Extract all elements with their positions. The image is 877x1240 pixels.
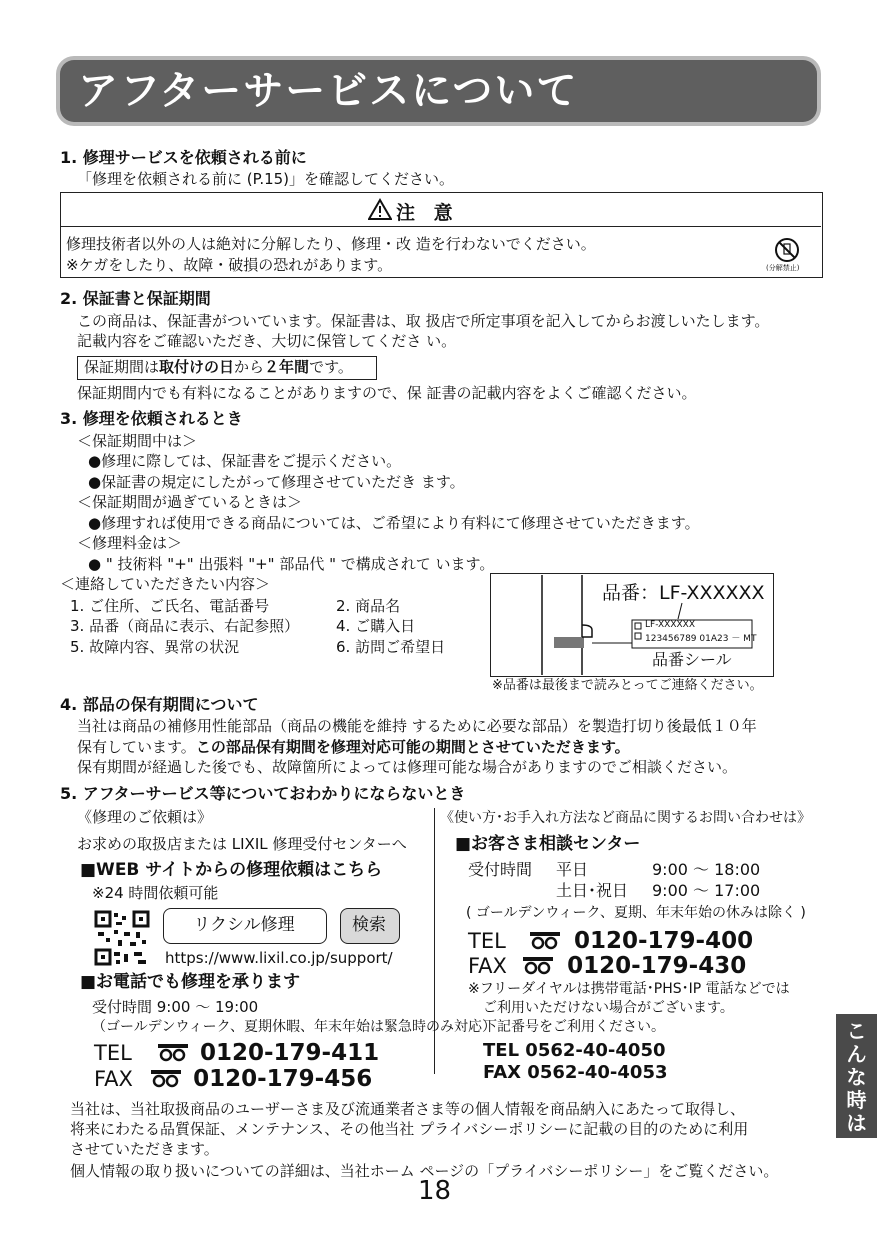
customer-center-heading: ■お客さま相談センター (455, 834, 641, 854)
section-5-heading: 5. アフターサービス等についておわかりにならないとき (60, 784, 466, 803)
search-input-text: リクシル修理 (193, 915, 295, 935)
contact-item: 5. 故障内容、異常の状況 (70, 638, 240, 656)
tel-label: TEL (468, 929, 506, 953)
repair-tel-row (94, 1040, 379, 1066)
privacy-line-3: させていただきます。 (70, 1140, 219, 1158)
contact-item: 1. ご住所、ご氏名、電話番号 (70, 597, 270, 615)
section-3-line-3: ●保証書の規定にしたがって修理させていただき ます。 (88, 473, 465, 491)
free-dial-note-3: 下記番号をご利用ください。 (483, 1019, 665, 1035)
privacy-line-1: 当社は、当社取扱商品のユーザーさま及び流通業者さま等の個人情報を商品納入にあたって取得し、 (70, 1100, 746, 1118)
weekday-hours: 9:00 ～ 18:00 (652, 860, 761, 879)
section-4-line-1: 当社は商品の補修用性能部品（商品の機能を維持 するために必要な部品）を製造打切り後最低１０年 (77, 717, 757, 735)
center-tel-row (468, 928, 753, 954)
repair-fax-number[interactable]: 0120-179-456 (193, 1066, 373, 1092)
section-4-line-2: 保有しています。この部品保有期間を修理対応可能の期間とさせていただきます。 (77, 738, 630, 756)
section-4-line-3: 保有期間が経過した後でも、故障箇所によっては修理可能な場合がありますのでご相談ください。 (77, 758, 738, 776)
no-disassembly-label: (分解禁止) (766, 264, 800, 272)
repair-hours: 受付時間 9:00 ～ 19:00 (92, 998, 259, 1016)
fax-label: FAX (94, 1067, 133, 1091)
search-button-label: 検索 (352, 915, 386, 935)
repair-fax-row (94, 1066, 372, 1092)
caution-title: 注 意 (396, 202, 459, 224)
section-3-line-6: ＜修理料金は＞ (77, 534, 183, 552)
tel-label: TEL (94, 1041, 132, 1065)
center-tel-number[interactable]: 0120-179-400 (573, 928, 754, 954)
qr-code-icon (94, 910, 150, 966)
holiday-label: 土日･祝日 (556, 881, 629, 900)
section-3-line-4: ＜保証期間が過ぎているときは＞ (77, 493, 303, 511)
page-number: 18 (418, 1176, 452, 1206)
side-tab-char: は (846, 1111, 867, 1135)
center-fax-number[interactable]: 0120-179-430 (567, 953, 747, 979)
center-fax-row (468, 953, 746, 979)
weekday-label: 平日 (556, 860, 589, 879)
free-dial-note-1: ※フリーダイヤルは携帯電話･PHS･IP 電話などでは (468, 981, 790, 997)
section-1-text: 「修理を依頼される前に (P.15)」を確認してください。 (77, 170, 455, 188)
side-tab-char: こ (846, 1019, 867, 1043)
section-3-line-5: ●修理すれば使用できる商品については、ご希望により有料にて修理させていただきます。 (88, 514, 700, 532)
support-url[interactable]: https://www.lixil.co.jp/support/ (165, 949, 393, 967)
privacy-line-2: 将来にわたる品質保証、メンテナンス、その他当社 プライバシーポリシーに記載の目的のために利用 (70, 1120, 749, 1138)
contact-item: 6. 訪問ご希望日 (336, 638, 446, 656)
free-dial-icon (522, 955, 554, 975)
section-3-line-2: ●修理に際しては、保証書をご提示ください。 (88, 452, 402, 470)
section-3-heading: 3. 修理を依頼されるとき (60, 409, 243, 428)
web-repair-heading: ■WEB サイトからの修理依頼はこちら (80, 860, 383, 880)
free-dial-icon (529, 930, 561, 950)
center-hours-label: 受付時間 (468, 860, 533, 879)
section-4-heading: 4. 部品の保有期間について (60, 695, 259, 714)
fax-label: FAX (468, 954, 507, 978)
side-tab-char: ん (846, 1042, 867, 1066)
model-number-callout: 品番：LF-XXXXXX (602, 582, 765, 604)
section-2-line-2: 記載内容をご確認いただき、大切に保管してくださ い。 (77, 332, 457, 350)
alt-tel-number[interactable]: TEL 0562-40-4050 (483, 1040, 666, 1061)
section-3-line-7: ● " 技術料 "+" 出張料 "+" 部品代 " で構成されて います。 (88, 555, 495, 573)
caution-line-1: 修理技術者以外の人は絶対に分解したり、修理・改 造を行わないでください。 (66, 235, 596, 253)
alt-fax-number[interactable]: FAX 0562-40-4053 (483, 1062, 668, 1083)
center-closed-note: ( ゴールデンウィーク、夏期、年末年始の休みは除く ) (466, 905, 806, 921)
repair-tel-number[interactable]: 0120-179-411 (199, 1040, 380, 1066)
section-2-heading: 2. 保証書と保証期間 (60, 289, 211, 308)
no-disassembly-icon (773, 236, 801, 264)
contact-info-heading: ＜連絡していただきたい内容＞ (60, 575, 271, 593)
section-2-line-3: 保証期間内でも有料になることがありますので、保 証書の記載内容をよくご確認ください。 (77, 384, 697, 402)
section-2-line-1: この商品は、保証書がついています。保証書は、取 扱店で所定事項を記入してからお渡しいたします。 (77, 312, 770, 330)
free-dial-icon (157, 1042, 189, 1062)
side-tab-char: 時 (846, 1088, 867, 1112)
repair-request-heading: 《修理のご依頼は》 (77, 808, 213, 826)
repair-request-line: お求めの取扱店または LIXIL 修理受付センターへ (77, 835, 407, 853)
sticker-code: LF-XXXXXX (645, 620, 695, 630)
free-dial-note-2: ご利用いただけない場合がございます。 (483, 1000, 734, 1016)
section-1-heading: 1. 修理サービスを依頼される前に (60, 148, 307, 167)
warranty-period-text: 保証期間は取付けの日から２年間です。 (84, 358, 353, 376)
free-dial-icon (150, 1068, 182, 1088)
sticker-label: 品番シール (652, 650, 732, 669)
model-note: ※品番は最後まで読みとってご連絡ください。 (492, 678, 763, 693)
inquiry-heading: 《使い方･お手入れ方法など商品に関するお問い合わせは》 (440, 810, 811, 826)
warning-icon (368, 198, 392, 220)
privacy-line-4: 個人情報の取り扱いについての詳細は、当社ホーム ページの「プライバシーポリシー」をご覧ください。 (70, 1162, 779, 1180)
sticker-serial: 123456789 01A23 － MT (645, 634, 757, 644)
web-repair-note: ※24 時間依頼可能 (92, 884, 219, 902)
contact-item: 2. 商品名 (336, 597, 401, 615)
page-title: アフターサービスについて (78, 68, 579, 114)
section-3-line-1: ＜保証期間中は＞ (77, 432, 198, 450)
holiday-hours: 9:00 ～ 17:00 (652, 881, 761, 900)
contact-item: 4. ご購入日 (336, 617, 416, 635)
repair-hours-note: （ゴールデンウィーク、夏期休暇、年末年始は緊急時のみ対応） (92, 1019, 497, 1035)
side-tab-char: な (846, 1065, 867, 1089)
phone-repair-heading: ■お電話でも修理を承ります (80, 972, 301, 992)
contact-item: 3. 品番（商品に表示、右記参照） (70, 617, 300, 635)
caution-line-2: ※ケガをしたり、故障・破損の恐れがあります。 (66, 256, 393, 274)
